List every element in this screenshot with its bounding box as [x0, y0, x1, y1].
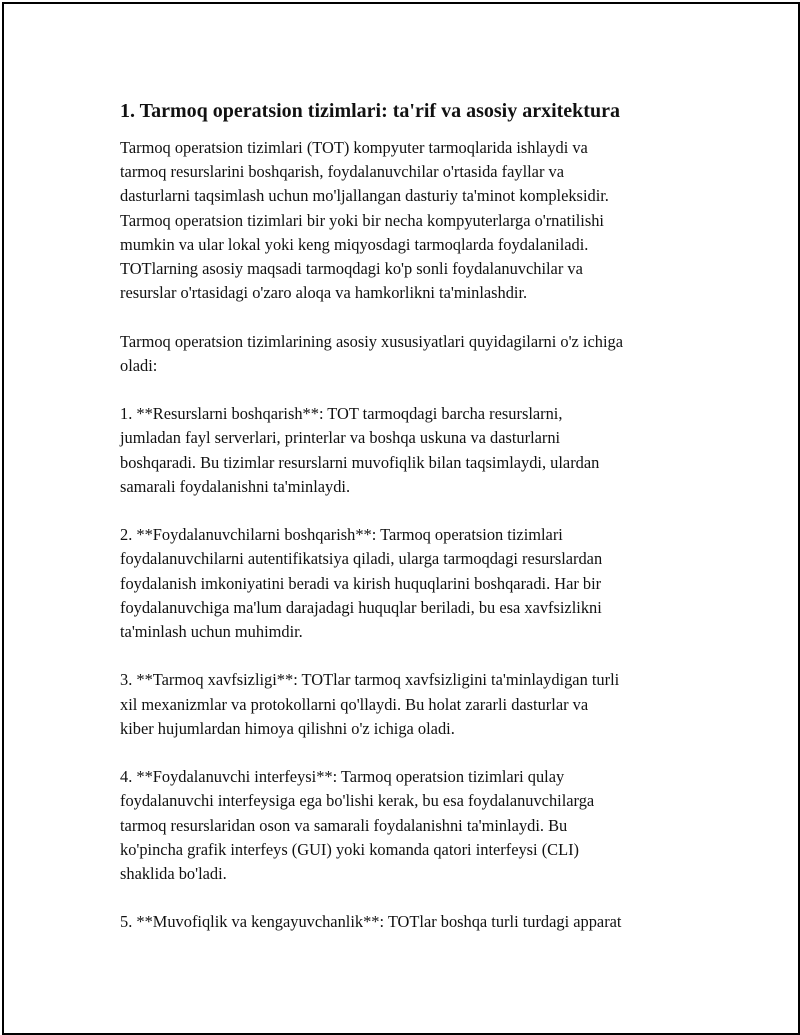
features-intro-paragraph: Tarmoq operatsion tizimlarining asosiy xususiyatlari quyidagilarni o'z ichiga oladi: [120, 331, 623, 375]
intro-paragraph: Tarmoq operatsion tizimlari (TOT) kompyuter tarmoqlarida ishlaydi va tarmoq resurslarini boshqarish, foydalanuvchilar o'rtasida fayllar va dasturlarni taqsimlash uchun mo'ljallangan dasturiy ta'minot kompleksidir. Tarmoq operatsion tizimlari bir yoki bir necha kompyuterlarga o'rnatilishi mumkin va ular lokal yoki keng miqyosdagi tarmoqlarda foydalaniladi. TOTlarning asosiy maqsadi tarmoqdagi ko'p sonli foydalanuvchilar va resurslar o'rtasidagi o'zaro aloqa va hamkorlikni ta'minlashdir. [120, 138, 609, 303]
list-item-resource-management: 1. **Resurslarni boshqarish**: TOT tarmoqdagi barcha resurslarni, jumladan fayl serverlari, printerlar va boshqa uskuna va dasturlarni boshqaradi. Bu tizimlar resurslarni muvofiqlik bilan taqsimlaydi, ulardan samarali foydalanishni ta'minlaydi. [120, 404, 600, 496]
list-item-network-security: 3. **Tarmoq xavfsizligi**: TOTlar tarmoq xavfsizligini ta'minlaydigan turli xil mexanizmlar va protokollarni qo'llaydi. Bu holat zararli dasturlar va kiber hujumlardan himoya qilishni o'z ichiga oladi. [120, 670, 620, 738]
section-heading: 1. Tarmoq operatsion tizimlari: ta'rif va asosiy arxitektura [120, 100, 620, 122]
list-item-user-management: 2. **Foydalanuvchilarni boshqarish**: Tarmoq operatsion tizimlari foydalanuvchilarni autentifikatsiya qiladi, ularga tarmoqdagi resurslardan foydalanish imkoniyatini beradi va kirish huquqlarini boshqaradi. Har bir foydalanuvchiga ma'lum darajadagi huquqlar beriladi, bu esa xavfsizlikni ta'minlash uchun muhimdir. [120, 525, 603, 642]
list-item-user-interface: 4. **Foydalanuvchi interfeysi**: Tarmoq operatsion tizimlari qulay foydalanuvchi interfeysiga ega bo'lishi kerak, bu esa foydalanuvchilarga tarmoq resurslaridan oson va samarali foydalanishni ta'minlaydi. Bu ko'pincha grafik interfeys (GUI) yoki komanda qatori interfeysi (CLI) shaklida bo'ladi. [120, 767, 595, 884]
document-body [120, 98, 700, 959]
list-item-compatibility: 5. **Muvofiqlik va kengayuvchanlik**: TOTlar boshqa turli turdagi apparat [120, 912, 622, 932]
page-frame [2, 2, 800, 1035]
